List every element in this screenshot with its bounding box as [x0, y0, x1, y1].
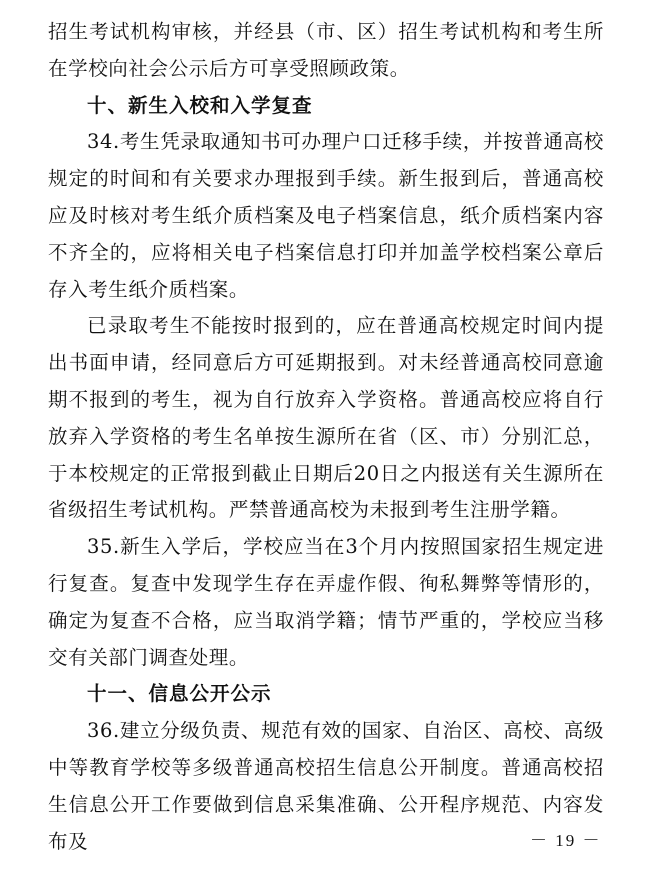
document-body	[48, 14, 604, 860]
paragraph-36: 36.建立分级负责、规范有效的国家、自治区、高校、高级中等教育学校等多级普通高校招生信息公开制度。普通高校招生信息公开工作要做到信息采集准确、公开程序规范、内容发布及	[48, 719, 604, 853]
section-heading-10: 十、新生入校和入学复查	[87, 93, 313, 117]
section-heading-11: 十一、信息公开公示	[87, 682, 272, 706]
page-number: － 19 －	[530, 831, 602, 850]
paragraph-34: 34.考生凭录取通知书可办理户口迁移手续，并按普通高校规定的时间和有关要求办理报到手续。新生报到后，普通高校应及时核对考生纸介质档案及电子档案信息，纸介质档案内容不齐全的，应将相关电子档案信息打印并加盖学校档案公章后存入考生纸介质档案。	[48, 130, 604, 301]
paragraph-continuation: 招生考试机构审核，并经县（市、区）招生考试机构和考生所在学校向社会公示后方可享受照顾政策。	[48, 20, 604, 80]
paragraph-late-registration: 已录取考生不能按时报到的，应在普通高校规定时间内提出书面申请，经同意后方可延期报到。对未经普通高校同意逾期不报到的考生，视为自行放弃入学资格。普通高校应将自行放弃入学资格的考生名单按生源所在省（区、市）分别汇总，于本校规定的正常报到截止日期后20日之内报送有关生源所在省级招生考试机构。严禁普通高校为未报到考生注册学籍。	[48, 314, 604, 522]
paragraph-35: 35.新生入学后，学校应当在3个月内按照国家招生规定进行复查。复查中发现学生存在弄虚作假、徇私舞弊等情形的，确定为复查不合格，应当取消学籍；情节严重的，学校应当移交有关部门调查处理。	[48, 535, 604, 669]
